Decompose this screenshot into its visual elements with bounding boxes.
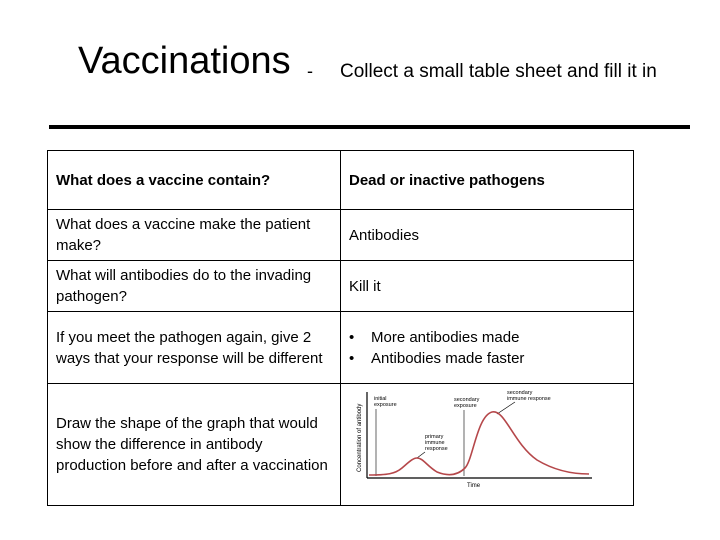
- list-item: • Antibodies made faster: [349, 348, 625, 369]
- primary-response-pointer: [417, 452, 425, 458]
- list-item: • More antibodies made: [349, 327, 625, 348]
- table-row: [48, 210, 634, 261]
- answer-cell: Antibodies: [341, 210, 634, 261]
- secondary-response-pointer: [497, 402, 515, 414]
- antibody-response-graph: [347, 388, 627, 495]
- page-subtitle: Collect a small table sheet and fill it in: [340, 61, 657, 82]
- header-divider: [49, 125, 690, 129]
- x-axis-label: Time: [467, 483, 481, 489]
- initial-exposure-label: initial exposure: [374, 396, 397, 408]
- secondary-exposure-label: secondary exposure: [454, 397, 480, 409]
- graph-cell: [341, 384, 634, 506]
- question-cell: What does a vaccine make the patient make?: [48, 210, 341, 261]
- table-row: [48, 312, 634, 384]
- secondary-response-label: secondary immune response: [507, 390, 551, 402]
- primary-response-label: primary immune response: [425, 434, 448, 452]
- title-separator: -: [307, 61, 313, 81]
- answer-cell: Kill it: [341, 261, 634, 312]
- y-axis-label: Concentration of antibody: [357, 403, 363, 472]
- page-title: Vaccinations: [78, 40, 291, 82]
- answer-cell: Dead or inactive pathogens: [341, 151, 634, 210]
- table-row: [48, 151, 634, 210]
- question-cell: What will antibodies do to the invading pathogen?: [48, 261, 341, 312]
- table-row: [48, 384, 634, 506]
- question-table: [47, 150, 634, 506]
- question-cell: Draw the shape of the graph that would show the difference in antibody production before and after a vaccination: [48, 384, 341, 506]
- question-cell: What does a vaccine contain?: [48, 151, 341, 210]
- antibody-response-curve: [369, 412, 589, 475]
- table-row: [48, 261, 634, 312]
- answer-bullet-list: [349, 327, 625, 369]
- answer-cell: [341, 312, 634, 384]
- question-cell: If you meet the pathogen again, give 2 ways that your response will be different: [48, 312, 341, 384]
